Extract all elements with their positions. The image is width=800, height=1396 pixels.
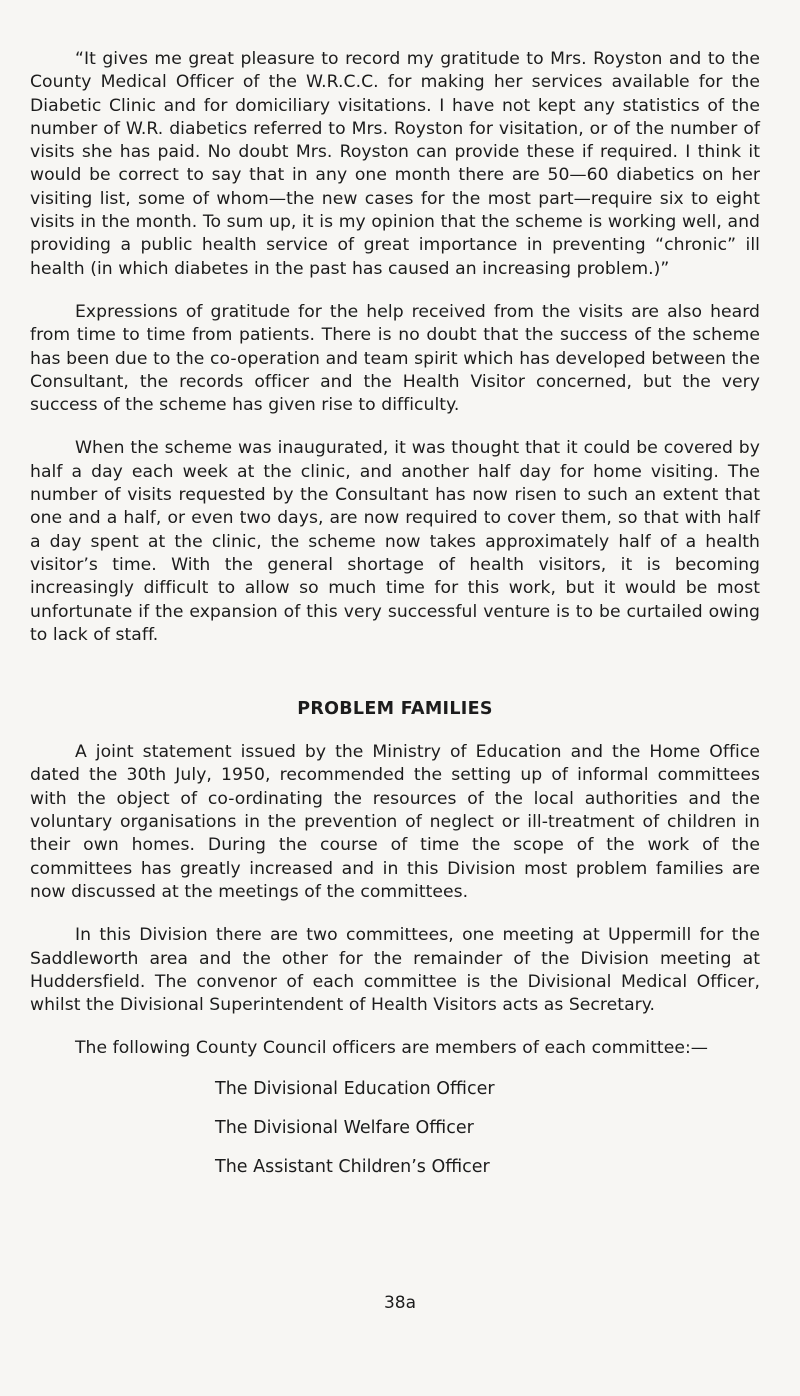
body-paragraph: When the scheme was inaugurated, it was thought that it could be covered by half a day each week at the clinic, and another half day for home visiting. The number of visits requested by the Consultant has now risen to such an extent that one and a half, or even two days, are now required to cover them, so that with half a day spent at the clinic, the scheme now takes approximately half of a health visitor’s time. With the general shortage of health visitors, it is becoming increasingly difficult to allow so much time for this work, but it would be most unfortunate if the expansion of this very successful venture is to be curtailed owing to lack of staff.	[30, 438, 760, 645]
body-paragraph: Expressions of gratitude for the help received from the visits are also heard from time to time from patients. There is no doubt that the success of the scheme has been due to the co-operation and team spirit which has developed between the Consultant, the records officer and the Health Visitor concerned, but the very success of the scheme has given rise to difficulty.	[30, 301, 760, 416]
page-number: 38a	[383, 1293, 417, 1313]
list-item: The Divisional Education Officer	[215, 1078, 495, 1099]
document-page	[30, 48, 760, 1196]
quoted-paragraph: “It gives me great pleasure to record my gratitude to Mrs. Royston and to the County Medical Officer of the W.R.C.C. for making her services available for the Diabetic Clinic and for domiciliary visitations. I have not kept any statistics of the number of W.R. diabetics referred to Mrs. Royston for visitation, or of the number of visits she has paid. No doubt Mrs. Royston can provide these if required. I think it would be correct to say that in any one month there are 50—60 diabetics on her visiting list, some of whom—the new cases for the most part—require six to eight visits in the month. To sum up, it is my opinion that the scheme is working well, and providing a public health service of great importance in preventing “chronic” ill health (in which diabetes in the past has caused an increasing problem.)”	[30, 49, 760, 279]
list-item: The Divisional Welfare Officer	[215, 1117, 474, 1138]
body-paragraph: A joint statement issued by the Ministry of Education and the Home Office dated the 30th July, 1950, recommended the setting up of informal committees with the object of co-ordinating the resources of the local authorities and the voluntary organisations in the prevention of neglect or ill-treatment of children in their own homes. During the course of time the scope of the work of the committees has greatly increased and in this Division most problem families are now discussed at the meetings of the committees.	[30, 742, 760, 902]
body-paragraph: The following County Council officers are members of each committee:—	[75, 1038, 709, 1059]
section-heading: PROBLEM FAMILIES	[297, 699, 493, 720]
list-item: The Assistant Children’s Officer	[215, 1156, 490, 1177]
body-paragraph: In this Division there are two committees, one meeting at Uppermill for the Saddleworth area and the other for the remainder of the Division meeting at Huddersfield. The convenor of each committee is the Divisional Medical Officer, whilst the Divisional Superintendent of Health Visitors acts as Secretary.	[30, 925, 760, 1016]
committee-members-list	[30, 1079, 760, 1177]
